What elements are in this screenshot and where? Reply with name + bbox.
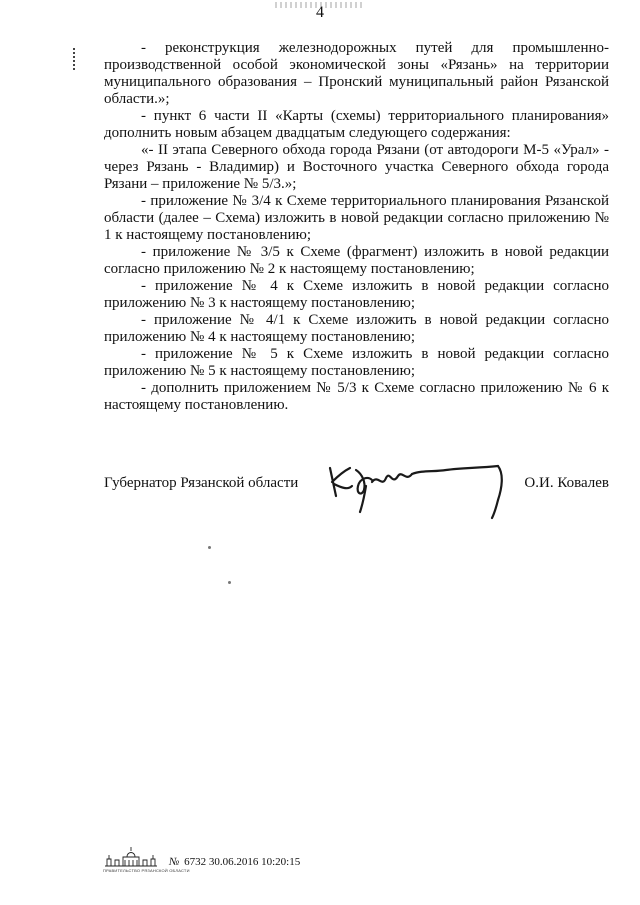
paragraph: - приложение № 4/1 к Схеме изложить в новой редакции согласно приложению № 4 к настоящему постановлению; [104, 312, 609, 345]
paragraph: - реконструкция железнодорожных путей для промышленно-производственной особой экономической зоны «Рязань» на территории муниципального образования – Пронский муниципальный район Рязанской области.»; [104, 40, 609, 107]
paragraph: «- II этапа Северного обхода города Рязани (от автодороги М-5 «Урал» - через Рязань - Владимир) и Восточного участка Северного обхода города Рязани – приложение № 5/3.»; [104, 142, 609, 192]
registration-stamp [169, 856, 300, 868]
paragraph: - приложение № 5 к Схеме изложить в новой редакции согласно приложению № 5 к настоящему постановлению; [104, 346, 609, 379]
paragraph: - приложение № 4 к Схеме изложить в новой редакции согласно приложению № 3 к настоящему постановлению; [104, 278, 609, 311]
logo-caption: ПРАВИТЕЛЬСТВО РЯЗАНСКОЙ ОБЛАСТИ [103, 868, 190, 873]
handwritten-signature-icon [322, 460, 522, 520]
paragraph: - приложение № 3/5 к Схеме (фрагмент) изложить в новой редакции согласно приложению № 2 к настоящему постановлению; [104, 244, 609, 277]
document-footer [103, 846, 343, 876]
paragraph: - пункт 6 части II «Карты (схемы) территориального планирования» дополнить новым абзацем двадцатым следующего содержания: [104, 108, 609, 141]
paragraph: - дополнить приложением № 5/3 к Схеме согласно приложению № 6 к настоящему постановлению. [104, 380, 609, 413]
document-number: 6732 [184, 856, 207, 868]
registration-timestamp: 30.06.2016 10:20:15 [208, 856, 301, 868]
signatory-title: Губернатор Рязанской области [104, 475, 299, 491]
scan-dot [228, 581, 231, 584]
document-body [104, 40, 609, 414]
page-number: 4 [316, 4, 324, 21]
scan-dot [208, 546, 211, 549]
paragraph: - приложение № 3/4 к Схеме территориального планирования Рязанской области (далее – Схема) изложить в новой редакции согласно приложению № 1 к настоящему постановлению; [104, 193, 609, 243]
signatory-name: О.И. Ковалев [524, 475, 609, 491]
number-sign: № [169, 856, 180, 868]
dotted-margin-mark-icon [73, 48, 77, 70]
signature-block [104, 472, 609, 522]
